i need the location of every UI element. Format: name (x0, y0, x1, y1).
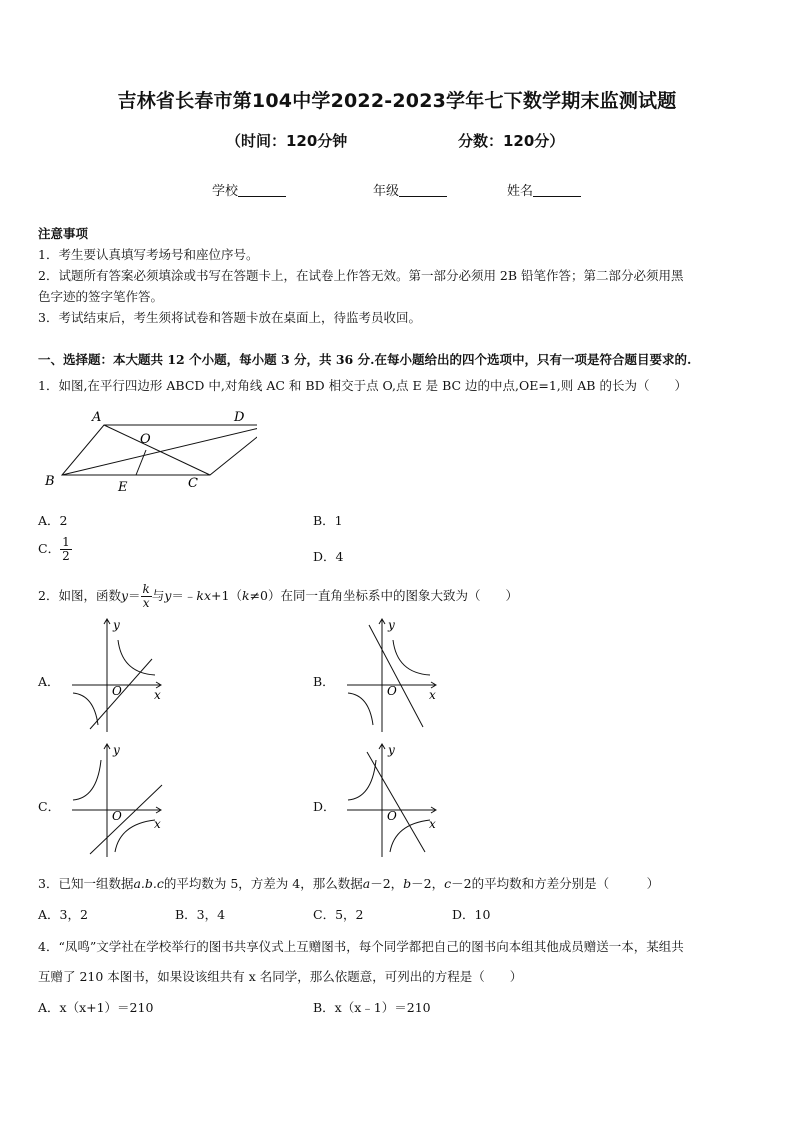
notice-item: 1．考生要认真填写考场号和座位序号。 (38, 247, 259, 262)
hyperbola-branch (118, 640, 155, 675)
q3-option-b[interactable]: B．3，4 (175, 907, 226, 922)
school-blank[interactable] (238, 184, 286, 197)
origin-label: O (112, 809, 122, 823)
q1-stem: 1．如图,在平行四边形 ABCD 中,对角线 AC 和 BD 相交于点 O,点 E 是 BC 边的中点,OE=1,则 AB 的长为（ ） (38, 378, 687, 393)
q1-option-b[interactable]: B．1 (313, 513, 343, 528)
label-b: B (45, 474, 55, 489)
q4-stem-line1: 4．“凤鸣”文学社在学校举行的图书共享仪式上互赠图书，每个同学都把自己的图书向本组其他成员赠送一本，某组共 (38, 939, 684, 954)
q3-stem: 3．已知一组数据a.b.c的平均数为 5，方差为 4，那么数据a－2，b－2，c－2的平均数和方差分别是（ ） (38, 876, 660, 891)
q2-option-b[interactable]: B． (313, 674, 335, 689)
q2-option-a[interactable]: A． (38, 674, 60, 689)
q1-option-c[interactable] (38, 536, 72, 563)
grade-label: 年级 (373, 184, 400, 199)
exam-time: （时间：120分钟 (226, 132, 348, 150)
q1-option-c-prefix: C． (38, 541, 61, 556)
name-blank[interactable] (533, 184, 581, 197)
exam-score: 分数：120分） (458, 132, 565, 150)
hyperbola-branch (73, 693, 98, 725)
name-label: 姓名 (507, 184, 534, 199)
label-e: E (118, 480, 128, 495)
q4-stem-line2: 互赠了 210 本图书，如果设该组共有 x 名同学，那么依题意，可列出的方程是（ ） (38, 969, 523, 984)
q3-option-a[interactable]: A．3，2 (38, 907, 88, 922)
q2-graph-a (70, 615, 170, 735)
school-field[interactable] (212, 180, 286, 199)
diagonal-ac (104, 425, 210, 475)
label-a: A (92, 410, 102, 425)
axis-y-label: y (388, 618, 395, 632)
q2-graph-b (345, 615, 445, 735)
q2-graph-c (70, 740, 170, 860)
hyperbola-branch (348, 693, 373, 725)
q2-stem: 2．如图，函数y＝ $\frac{k}{x}$ 与y＝﹣kx+1（k≠0）在同一直角坐标系中的图象大致为（ ） (38, 582, 518, 610)
q3-option-c[interactable]: C．5，2 (313, 907, 364, 922)
name-field[interactable] (507, 180, 581, 199)
q1-option-d[interactable]: D．4 (313, 549, 344, 564)
axis-x-label: x (429, 817, 436, 831)
q2-graph-d (345, 740, 445, 860)
q4-option-b[interactable]: B．x（x﹣1）＝210 (313, 1000, 431, 1015)
axis-y-label: y (113, 618, 120, 632)
grade-blank[interactable] (399, 184, 447, 197)
q1-option-a[interactable]: A．2 (38, 513, 68, 528)
axis-x-label: x (429, 688, 436, 702)
axis-x-label: x (154, 688, 161, 702)
label-o: O (140, 432, 151, 447)
notice-item: 2．试题所有答案必须填涂或书写在答题卡上，在试卷上作答无效。第一部分必须用 2B 铅笔作答；第二部分必须用黑 (38, 268, 684, 283)
axis-y-label: y (388, 743, 395, 757)
line-graph (90, 785, 162, 854)
axis-y-label: y (113, 743, 120, 757)
line-graph (369, 625, 423, 727)
axis-x-label: x (154, 817, 161, 831)
q3-option-d[interactable]: D．10 (452, 907, 491, 922)
notice-item: 3．考试结束后，考生须将试卷和答题卡放在桌面上，待监考员收回。 (38, 310, 421, 325)
notice-heading: 注意事项 (38, 226, 89, 241)
parallelogram-abcd (62, 425, 257, 475)
notice-item: 色字迹的签字笔作答。 (38, 289, 164, 304)
label-d: D (234, 410, 245, 425)
fraction-k-over-x: $\frac{k}{x}$ (142, 582, 150, 610)
origin-label: O (387, 684, 397, 698)
q4-option-a[interactable]: A．x（x+1）＝210 (38, 1000, 154, 1015)
hyperbola-branch (73, 760, 101, 800)
hyperbola-branch (390, 820, 430, 852)
q2-option-d[interactable]: D． (313, 799, 336, 814)
school-label: 学校 (212, 184, 239, 199)
segment-oe (136, 450, 146, 475)
origin-label: O (112, 684, 122, 698)
label-c: C (188, 476, 198, 491)
q2-option-c[interactable]: C． (38, 799, 61, 814)
q1-parallelogram-figure (42, 405, 257, 495)
hyperbola-branch (393, 640, 430, 675)
hyperbola-branch (348, 760, 376, 800)
section-heading: 一、选择题：本大题共 12 个小题，每小题 3 分，共 36 分.在每小题给出的四个选项中，只有一项是符合题目要求的. (38, 352, 692, 367)
origin-label: O (387, 809, 397, 823)
diagonal-bd (62, 425, 257, 475)
page-title: 吉林省长春市第104中学2022-2023学年七下数学期末监测试题 (117, 90, 677, 112)
grade-field[interactable] (373, 180, 447, 199)
fraction-one-half: $\frac{1}{2}$ (62, 535, 70, 563)
